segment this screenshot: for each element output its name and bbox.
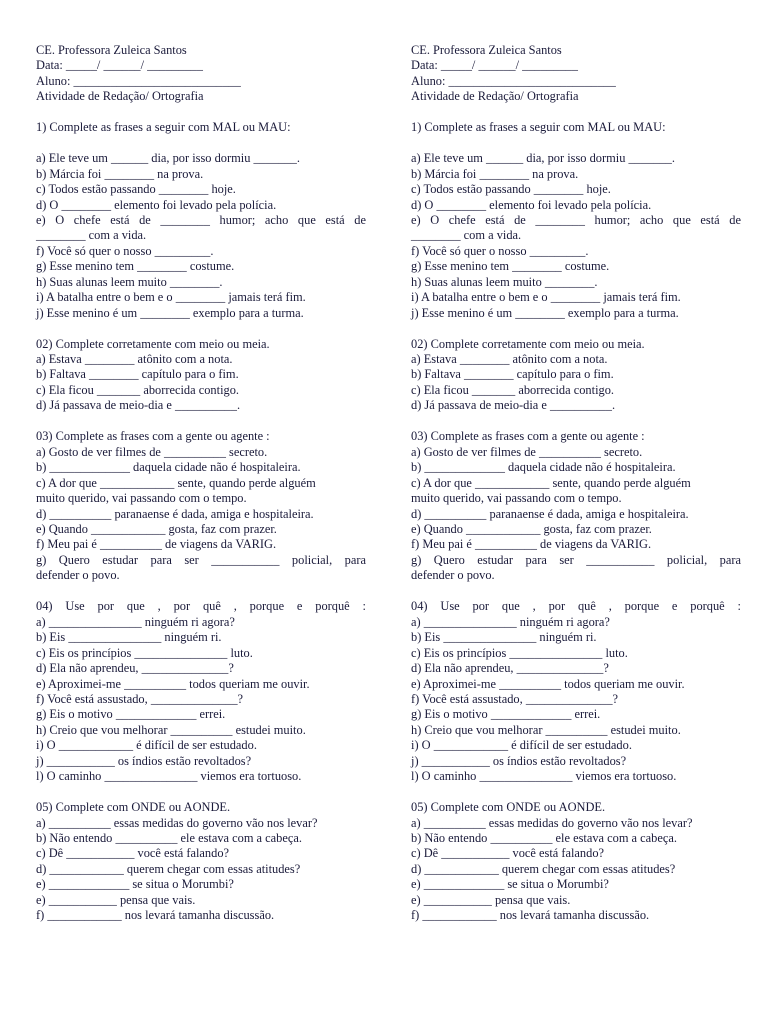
spacer bbox=[36, 584, 366, 599]
header-line-right: CE. Professora Zuleica Santos bbox=[411, 43, 562, 57]
exercise-line-right: e) Quando ____________ gosta, faz com prazer. bbox=[411, 521, 652, 536]
exercise-line-right: j) ___________ os índios estão revoltados? bbox=[411, 753, 627, 768]
exercise-line-left: c) Todos estão passando ________ hoje. bbox=[36, 182, 236, 197]
section-title-left: 04) Use por que , por quê , porque e porquê : bbox=[36, 599, 366, 614]
exercise-line-right: a) Gosto de ver filmes de __________ secreto. bbox=[411, 444, 643, 459]
exercise-line-left: e) Quando ____________ gosta, faz com prazer. bbox=[36, 521, 277, 536]
section-title-right: 1) Complete as frases a seguir com MAL ou MAU: bbox=[411, 120, 666, 135]
exercise-line-left: e) ___________ pensa que vais. bbox=[36, 892, 196, 907]
exercise-line-right: h) Creio que vou melhorar __________ estudei muito. bbox=[411, 722, 681, 737]
exercise-line-right: d) Ela não aprendeu, ______________? bbox=[411, 661, 609, 676]
exercise-line-right: d) Já passava de meio-dia e __________. bbox=[411, 398, 616, 413]
section-title-right: 04) Use por que , por quê , porque e porquê : bbox=[411, 599, 741, 614]
exercise-line-left: c) A dor que ____________ sente, quando perde alguém bbox=[36, 475, 316, 490]
exercise-line-left: d) Já passava de meio-dia e __________. bbox=[36, 398, 241, 413]
exercise-line-left: h) Suas alunas leem muito ________. bbox=[36, 274, 223, 289]
exercise-line-left: d) Ela não aprendeu, ______________? bbox=[36, 661, 234, 676]
exercise-line-right: g) Eis o motivo _____________ errei. bbox=[411, 707, 601, 722]
exercise-line-right: muito querido, vai passando com o tempo. bbox=[411, 491, 622, 506]
exercise-line-left: a) __________ essas medidas do governo vão nos levar? bbox=[36, 815, 318, 830]
spacer bbox=[411, 105, 741, 120]
exercise-line-left: l) O caminho _______________ viemos era tortuoso. bbox=[36, 769, 302, 784]
spacer bbox=[36, 321, 366, 336]
header-line-right: Atividade de Redação/ Ortografia bbox=[411, 89, 579, 104]
exercise-line-right: b) Faltava ________ capítulo para o fim. bbox=[411, 367, 614, 382]
exercise-line-right: f) Meu pai é __________ de viagens da VARIG. bbox=[411, 537, 652, 552]
exercise-line-right: f) Você só quer o nosso _________. bbox=[411, 243, 589, 258]
exercise-line-left: ________ com a vida. bbox=[36, 228, 147, 243]
exercise-line-left: g) Esse menino tem ________ costume. bbox=[36, 259, 235, 274]
spacer bbox=[411, 785, 741, 800]
section-title-left: 02) Complete corretamente com meio ou meia. bbox=[36, 336, 270, 351]
exercise-line-right: d) O ________ elemento foi levado pela polícia. bbox=[411, 197, 652, 212]
exercise-line-right: a) Ele teve um ______ dia, por isso dormiu _______. bbox=[411, 151, 675, 166]
exercise-line-left: f) Você só quer o nosso _________. bbox=[36, 243, 214, 258]
exercise-line-right: b) _____________ daquela cidade não é hospitaleira. bbox=[411, 460, 676, 475]
spacer bbox=[411, 136, 741, 151]
header-line-right: Aluno: ___________________________ bbox=[411, 73, 616, 88]
exercise-line-right: f) Você está assustado, ______________? bbox=[411, 691, 619, 706]
spacer bbox=[36, 136, 366, 151]
section-title-left: 03) Complete as frases com a gente ou agente : bbox=[36, 429, 270, 444]
exercise-line-left: d) ____________ querem chegar com essas atitudes? bbox=[36, 861, 301, 876]
exercise-line-right: a) _______________ ninguém ri agora? bbox=[411, 614, 610, 629]
exercise-line-right: c) Todos estão passando ________ hoje. bbox=[411, 182, 611, 197]
spacer bbox=[36, 785, 366, 800]
exercise-line-left: a) Ele teve um ______ dia, por isso dormiu _______. bbox=[36, 151, 300, 166]
exercise-line-right: b) Márcia foi ________ na prova. bbox=[411, 166, 579, 181]
exercise-line-right: e) O chefe está de ________ humor; acho que está de bbox=[411, 212, 741, 227]
exercise-line-left: g) Quero estudar para ser ___________ policial, para bbox=[36, 552, 366, 567]
exercise-line-left: a) Gosto de ver filmes de __________ secreto. bbox=[36, 444, 268, 459]
exercise-line-left: c) Ela ficou _______ aborrecida contigo. bbox=[36, 382, 239, 397]
spacer bbox=[411, 414, 741, 429]
exercise-line-right: a) __________ essas medidas do governo vão nos levar? bbox=[411, 815, 693, 830]
exercise-line-right: a) Estava ________ atônito com a nota. bbox=[411, 352, 608, 367]
section-title-right: 05) Complete com ONDE ou AONDE. bbox=[411, 800, 606, 815]
exercise-line-left: c) Dê ___________ você está falando? bbox=[36, 846, 230, 861]
exercise-line-right: b) Eis _______________ ninguém ri. bbox=[411, 630, 597, 645]
exercise-line-right: f) ____________ nos levará tamanha discussão. bbox=[411, 908, 650, 923]
exercise-line-right: b) Não entendo __________ ele estava com a cabeça. bbox=[411, 831, 677, 846]
spacer bbox=[36, 105, 366, 120]
exercise-line-left: e) Aproximei-me __________ todos queriam me ouvir. bbox=[36, 676, 310, 691]
spacer bbox=[411, 321, 741, 336]
exercise-line-left: e) O chefe está de ________ humor; acho que está de bbox=[36, 212, 366, 227]
exercise-line-right: i) A batalha entre o bem e o ________ jamais terá fim. bbox=[411, 290, 681, 305]
exercise-line-left: i) O ____________ é difícil de ser estudado. bbox=[36, 738, 257, 753]
worksheet-copy-right bbox=[411, 43, 741, 924]
exercise-line-left: f) ____________ nos levará tamanha discussão. bbox=[36, 908, 275, 923]
exercise-line-right: e) ___________ pensa que vais. bbox=[411, 892, 571, 907]
exercise-line-left: d) __________ paranaense é dada, amiga e hospitaleira. bbox=[36, 506, 314, 521]
header-line-left: CE. Professora Zuleica Santos bbox=[36, 43, 187, 57]
header-line-right: Data: _____/ ______/ _________ bbox=[411, 58, 578, 73]
exercise-line-right: c) A dor que ____________ sente, quando perde alguém bbox=[411, 475, 691, 490]
section-title-left: 1) Complete as frases a seguir com MAL ou MAU: bbox=[36, 120, 291, 135]
exercise-line-right: defender o povo. bbox=[411, 568, 495, 583]
exercise-line-right: c) Ela ficou _______ aborrecida contigo. bbox=[411, 382, 614, 397]
exercise-line-right: l) O caminho _______________ viemos era tortuoso. bbox=[411, 769, 677, 784]
exercise-line-right: g) Quero estudar para ser ___________ policial, para bbox=[411, 552, 741, 567]
exercise-line-left: f) Você está assustado, ______________? bbox=[36, 691, 244, 706]
exercise-line-left: b) Não entendo __________ ele estava com a cabeça. bbox=[36, 831, 302, 846]
exercise-line-right: i) O ____________ é difícil de ser estudado. bbox=[411, 738, 632, 753]
exercise-line-right: h) Suas alunas leem muito ________. bbox=[411, 274, 598, 289]
exercise-line-left: i) A batalha entre o bem e o ________ jamais terá fim. bbox=[36, 290, 306, 305]
section-title-right: 02) Complete corretamente com meio ou meia. bbox=[411, 336, 645, 351]
exercise-line-left: j) ___________ os índios estão revoltados? bbox=[36, 753, 252, 768]
exercise-line-right: e) _____________ se situa o Morumbi? bbox=[411, 877, 609, 892]
exercise-line-left: b) Eis _______________ ninguém ri. bbox=[36, 630, 222, 645]
exercise-line-right: c) Dê ___________ você está falando? bbox=[411, 846, 605, 861]
exercise-line-left: f) Meu pai é __________ de viagens da VARIG. bbox=[36, 537, 277, 552]
section-title-left: 05) Complete com ONDE ou AONDE. bbox=[36, 800, 231, 815]
exercise-line-left: e) _____________ se situa o Morumbi? bbox=[36, 877, 234, 892]
exercise-line-right: j) Esse menino é um ________ exemplo para a turma. bbox=[411, 305, 679, 320]
header-line-left: Aluno: ___________________________ bbox=[36, 73, 241, 88]
exercise-line-right: e) Aproximei-me __________ todos queriam me ouvir. bbox=[411, 676, 685, 691]
exercise-line-left: j) Esse menino é um ________ exemplo para a turma. bbox=[36, 305, 304, 320]
exercise-line-left: c) Eis os princípios _______________ luto. bbox=[36, 645, 253, 660]
exercise-line-left: h) Creio que vou melhorar __________ estudei muito. bbox=[36, 722, 306, 737]
section-title-right: 03) Complete as frases com a gente ou agente : bbox=[411, 429, 645, 444]
exercise-line-left: a) Estava ________ atônito com a nota. bbox=[36, 352, 233, 367]
exercise-line-left: muito querido, vai passando com o tempo. bbox=[36, 491, 247, 506]
exercise-line-right: g) Esse menino tem ________ costume. bbox=[411, 259, 610, 274]
exercise-line-right: d) __________ paranaense é dada, amiga e hospitaleira. bbox=[411, 506, 689, 521]
exercise-line-left: defender o povo. bbox=[36, 568, 120, 583]
exercise-line-left: b) _____________ daquela cidade não é hospitaleira. bbox=[36, 460, 301, 475]
exercise-line-left: a) _______________ ninguém ri agora? bbox=[36, 614, 235, 629]
exercise-line-left: g) Eis o motivo _____________ errei. bbox=[36, 707, 226, 722]
header-line-left: Atividade de Redação/ Ortografia bbox=[36, 89, 204, 104]
spacer bbox=[36, 414, 366, 429]
exercise-line-right: c) Eis os princípios _______________ luto. bbox=[411, 645, 628, 660]
spacer bbox=[411, 584, 741, 599]
exercise-line-left: b) Faltava ________ capítulo para o fim. bbox=[36, 367, 239, 382]
header-line-left: Data: _____/ ______/ _________ bbox=[36, 58, 203, 73]
worksheet-copy-left bbox=[36, 43, 366, 924]
exercise-line-right: ________ com a vida. bbox=[411, 228, 522, 243]
exercise-line-right: d) ____________ querem chegar com essas atitudes? bbox=[411, 861, 676, 876]
exercise-line-left: d) O ________ elemento foi levado pela polícia. bbox=[36, 197, 277, 212]
exercise-line-left: b) Márcia foi ________ na prova. bbox=[36, 166, 204, 181]
